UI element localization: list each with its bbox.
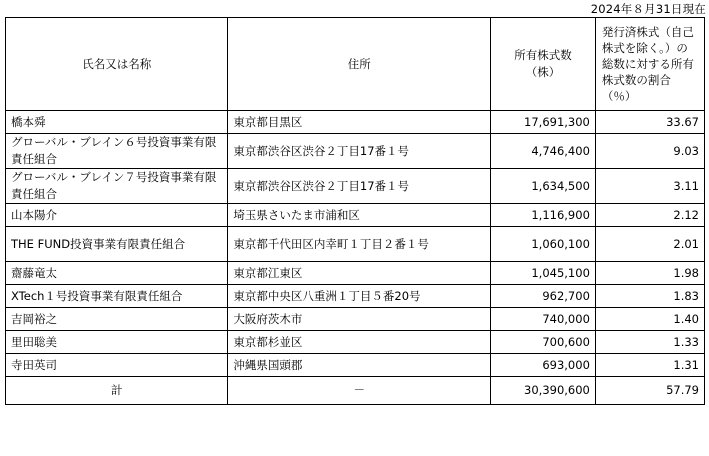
as-of-date: 2024年８月31日現在 (590, 2, 706, 16)
shares-held: 1,045,100 (491, 262, 596, 285)
ownership-ratio: 1.83 (595, 285, 704, 308)
shareholder-name: グローバル・ブレイン６号投資事業有限責任組合 (6, 134, 228, 169)
table-row (6, 285, 705, 308)
ownership-ratio: 3.11 (595, 169, 704, 204)
ownership-ratio: 33.67 (595, 111, 704, 134)
shareholder-address: 大阪府茨木市 (228, 308, 491, 331)
total-row (6, 377, 705, 405)
shareholder-name: 寺田英司 (6, 354, 228, 377)
table-row (6, 134, 705, 169)
shareholder-name: グローバル・ブレイン７号投資事業有限責任組合 (6, 169, 228, 204)
shares-held: 4,746,400 (491, 134, 596, 169)
shares-held: 1,116,900 (491, 204, 596, 227)
shareholder-name: THE FUND投資事業有限責任組合 (6, 227, 228, 262)
table-row (6, 331, 705, 354)
ownership-ratio: 2.12 (595, 204, 704, 227)
table-row (6, 354, 705, 377)
shareholder-name: 山本陽介 (6, 204, 228, 227)
shareholder-name: XTech１号投資事業有限責任組合 (6, 285, 228, 308)
shareholder-address: 東京都渋谷区渋谷２丁目17番１号 (228, 134, 491, 169)
header-address: 住所 (228, 18, 491, 111)
shares-held: 740,000 (491, 308, 596, 331)
total-ratio: 57.79 (595, 377, 704, 405)
shareholder-address: 東京都杉並区 (228, 331, 491, 354)
shareholder-address: 東京都渋谷区渋谷２丁目17番１号 (228, 169, 491, 204)
shareholder-name: 吉岡裕之 (6, 308, 228, 331)
ownership-ratio: 1.98 (595, 262, 704, 285)
ownership-ratio: 1.40 (595, 308, 704, 331)
shareholder-name: 里田聡美 (6, 331, 228, 354)
header-shares: 所有株式数 （株） (491, 18, 596, 111)
ownership-ratio: 1.31 (595, 354, 704, 377)
shares-held: 962,700 (491, 285, 596, 308)
total-label: 計 (6, 377, 228, 405)
ownership-ratio: 9.03 (595, 134, 704, 169)
ownership-ratio: 2.01 (595, 227, 704, 262)
major-shareholders-table (5, 17, 705, 405)
shares-held: 17,691,300 (491, 111, 596, 134)
shareholder-address: 埼玉県さいたま市浦和区 (228, 204, 491, 227)
shareholder-address: 東京都江東区 (228, 262, 491, 285)
table-row (6, 227, 705, 262)
shareholder-name: 齋藤竜太 (6, 262, 228, 285)
table-header-row (6, 18, 705, 111)
header-ratio: 発行済株式（自己株式を除く。）の総数に対する所有株式数の割合（％） (595, 18, 704, 111)
shareholder-address: 東京都千代田区内幸町１丁目２番１号 (228, 227, 491, 262)
shareholder-name: 橋本舜 (6, 111, 228, 134)
table-row (6, 262, 705, 285)
ownership-ratio: 1.33 (595, 331, 704, 354)
shareholder-address: 東京都中央区八重洲１丁目５番20号 (228, 285, 491, 308)
shares-held: 693,000 (491, 354, 596, 377)
total-shares: 30,390,600 (491, 377, 596, 405)
table-row (6, 308, 705, 331)
table-row (6, 111, 705, 134)
total-address: － (228, 377, 491, 405)
shareholder-address: 東京都目黒区 (228, 111, 491, 134)
shares-held: 1,634,500 (491, 169, 596, 204)
table-row (6, 204, 705, 227)
table-row (6, 169, 705, 204)
shareholder-address: 沖縄県国頭郡 (228, 354, 491, 377)
shares-held: 1,060,100 (491, 227, 596, 262)
header-name: 氏名又は名称 (6, 18, 228, 111)
shares-held: 700,600 (491, 331, 596, 354)
